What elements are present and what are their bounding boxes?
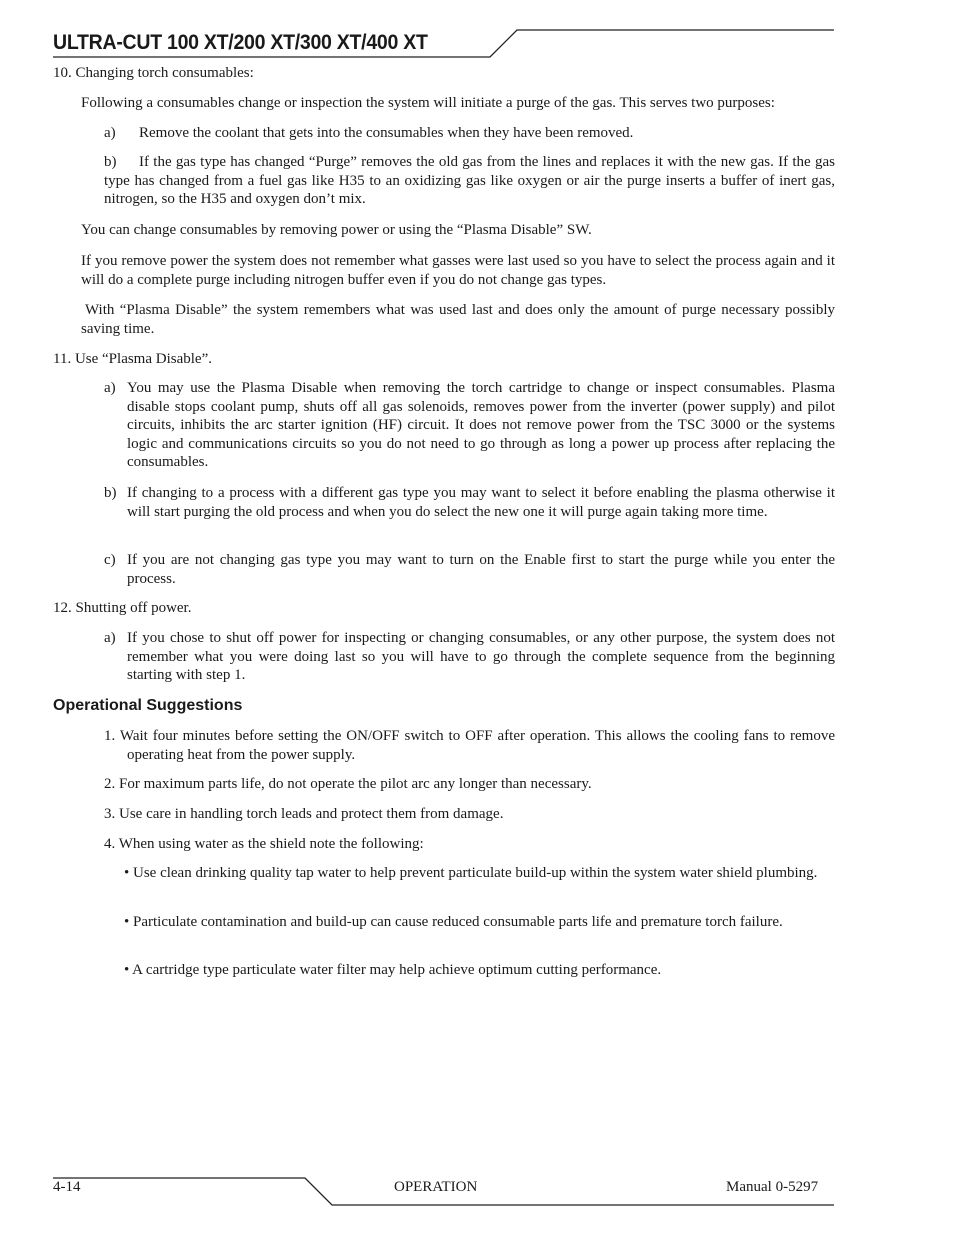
bullet-3: • A cartridge type particulate water filter may help achieve optimum cutting performance. bbox=[124, 962, 662, 978]
document-title: ULTRA-CUT 100 XT/200 XT/300 XT/400 XT bbox=[53, 31, 428, 54]
manual-number: Manual 0-5297 bbox=[726, 1179, 819, 1195]
item-10-b-label: b) bbox=[104, 154, 117, 170]
item-11-a-label: a) bbox=[104, 380, 116, 396]
item-11-c-text: If you are not changing gas type you may want to turn on the Enable first to start the purge while you enter the process. bbox=[127, 552, 835, 587]
item-10-intro: Following a consumables change or inspection the system will initiate a purge of the gas. This serves two purposes: bbox=[81, 95, 775, 111]
suggestion-3: 3. Use care in handling torch leads and protect them from damage. bbox=[104, 806, 504, 822]
item-10-a-text: Remove the coolant that gets into the consumables when they have been removed. bbox=[139, 125, 634, 141]
item-11-b-text: If changing to a process with a different gas type you may want to select it before enabling the plasma otherwise it will start purging the old process and when you do select the new one it will purge again taking more time. bbox=[127, 485, 835, 520]
bullet-1: • Use clean drinking quality tap water to help prevent particulate build-up within the system water shield plumbing. bbox=[124, 865, 818, 881]
suggestion-2: 2. For maximum parts life, do not operate the pilot arc any longer than necessary. bbox=[104, 776, 592, 792]
suggestion-4: 4. When using water as the shield note the following: bbox=[104, 836, 424, 852]
item-10-heading: 10. Changing torch consumables: bbox=[53, 65, 254, 81]
item-11-c-label: c) bbox=[104, 552, 116, 568]
suggestion-1: 1. Wait four minutes before setting the ON/OFF switch to OFF after operation. This allows the cooling fans to remove operating heat from the power supply. bbox=[104, 728, 835, 763]
item-10-a-label: a) bbox=[104, 125, 116, 141]
section-heading: Operational Suggestions bbox=[53, 697, 243, 714]
item-10-b-text bbox=[104, 153, 835, 209]
item-10-p1: You can change consumables by removing power or using the “Plasma Disable” SW. bbox=[81, 222, 592, 238]
section-name: OPERATION bbox=[394, 1179, 478, 1195]
item-10-p2: If you remove power the system does not remember what gasses were last used so you have to select the process again and it will do a complete purge including nitrogen buffer even if you do not change gas types. bbox=[81, 253, 835, 288]
item-10-b-body: If the gas type has changed “Purge” removes the old gas from the lines and replaces it with the new gas. If the gas type has changed from a fuel gas like H35 to an oxidizing gas like oxygen or air the purge inserts a buffer of inert gas, nitrogen, so the H35 and oxygen don’t mix. bbox=[104, 154, 835, 208]
item-11-a-text: You may use the Plasma Disable when removing the torch cartridge to change or inspect consumables. Plasma disable stops coolant pump, shuts off all gas solenoids, removes power from the inverter (power supply) and pilot circuits, inhibits the arc starter ignition (HF) circuit. It does not remove power from the TSC 3000 or the systems logic and communications circuits so you do not need to go through as long a power up process after replacing the consumables. bbox=[127, 380, 835, 471]
item-10-p3: With “Plasma Disable” the system remembers what was used last and does only the amount of purge necessary possibly saving time. bbox=[81, 302, 835, 337]
page-number: 4-14 bbox=[53, 1179, 81, 1195]
item-12-heading: 12. Shutting off power. bbox=[53, 600, 192, 616]
item-12-a-text: If you chose to shut off power for inspecting or changing consumables, or any other purpose, the system does not remember what you were doing last so you will have to go through the complete sequence from the beginning starting with step 1. bbox=[127, 630, 835, 684]
item-11-b-label: b) bbox=[104, 485, 117, 501]
bullet-2: • Particulate contamination and build-up can cause reduced consumable parts life and premature torch failure. bbox=[124, 914, 783, 930]
item-11-heading: 11. Use “Plasma Disable”. bbox=[53, 351, 212, 367]
item-12-a-label: a) bbox=[104, 630, 116, 646]
